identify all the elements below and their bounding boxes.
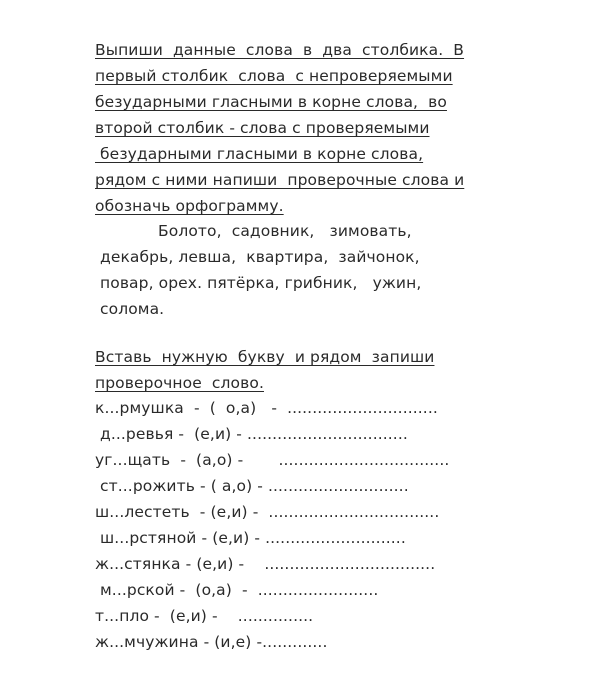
task-2-line-1: Вставь нужную букву и рядом запиши — [95, 348, 435, 366]
word-list-line-4: солома. — [100, 300, 165, 318]
task-1-line-3: безударными гласными в корне слова, во — [95, 93, 447, 111]
word-list-line-1: Болото, садовник, зимовать, — [158, 222, 412, 240]
task-2-line-2: проверочное слово. — [95, 374, 264, 392]
word-list-line-2: декабрь, левша, квартира, зайчонок, — [100, 248, 420, 266]
task-1-line-1: Выпиши данные слова в два столбика. В — [95, 41, 465, 59]
exercise-item: д...ревья - (е,и) - ................................ — [100, 425, 408, 443]
task-1-line-2: первый столбик слова с непроверяемыми — [95, 67, 453, 85]
task-1-line-4: второй столбик - слова с проверяемыми — [95, 119, 430, 137]
exercise-item: ст...рожить - ( а,о) - ............................ — [100, 477, 409, 495]
exercise-item: ж...мчужина - (и,е) -............. — [95, 633, 328, 651]
exercise-item: т...пло - (е,и) - ............... — [95, 607, 314, 625]
exercise-item: ш...лестеть - (е,и) - .................................. — [95, 503, 440, 521]
exercise-item: к...рмушка - ( о,а) - .............................. — [95, 399, 438, 417]
exercise-item: уг...щать - (а,о) - .................................. — [95, 451, 450, 469]
word-list-line-3: повар, орех. пятёрка, грибник, ужин, — [100, 274, 422, 292]
exercise-item: ж...стянка - (е,и) - .................................. — [95, 555, 436, 573]
task-1-line-5: безударными гласными в корне слова, — [95, 145, 424, 163]
exercise-item: м...рской - (о,а) - ........................ — [100, 581, 379, 599]
task-1-line-6: рядом с ними напиши проверочные слова и — [95, 171, 465, 189]
task-1-line-7: обозначь орфограмму. — [95, 197, 284, 215]
exercise-item: ш...рстяной - (е,и) - ............................ — [100, 529, 406, 547]
